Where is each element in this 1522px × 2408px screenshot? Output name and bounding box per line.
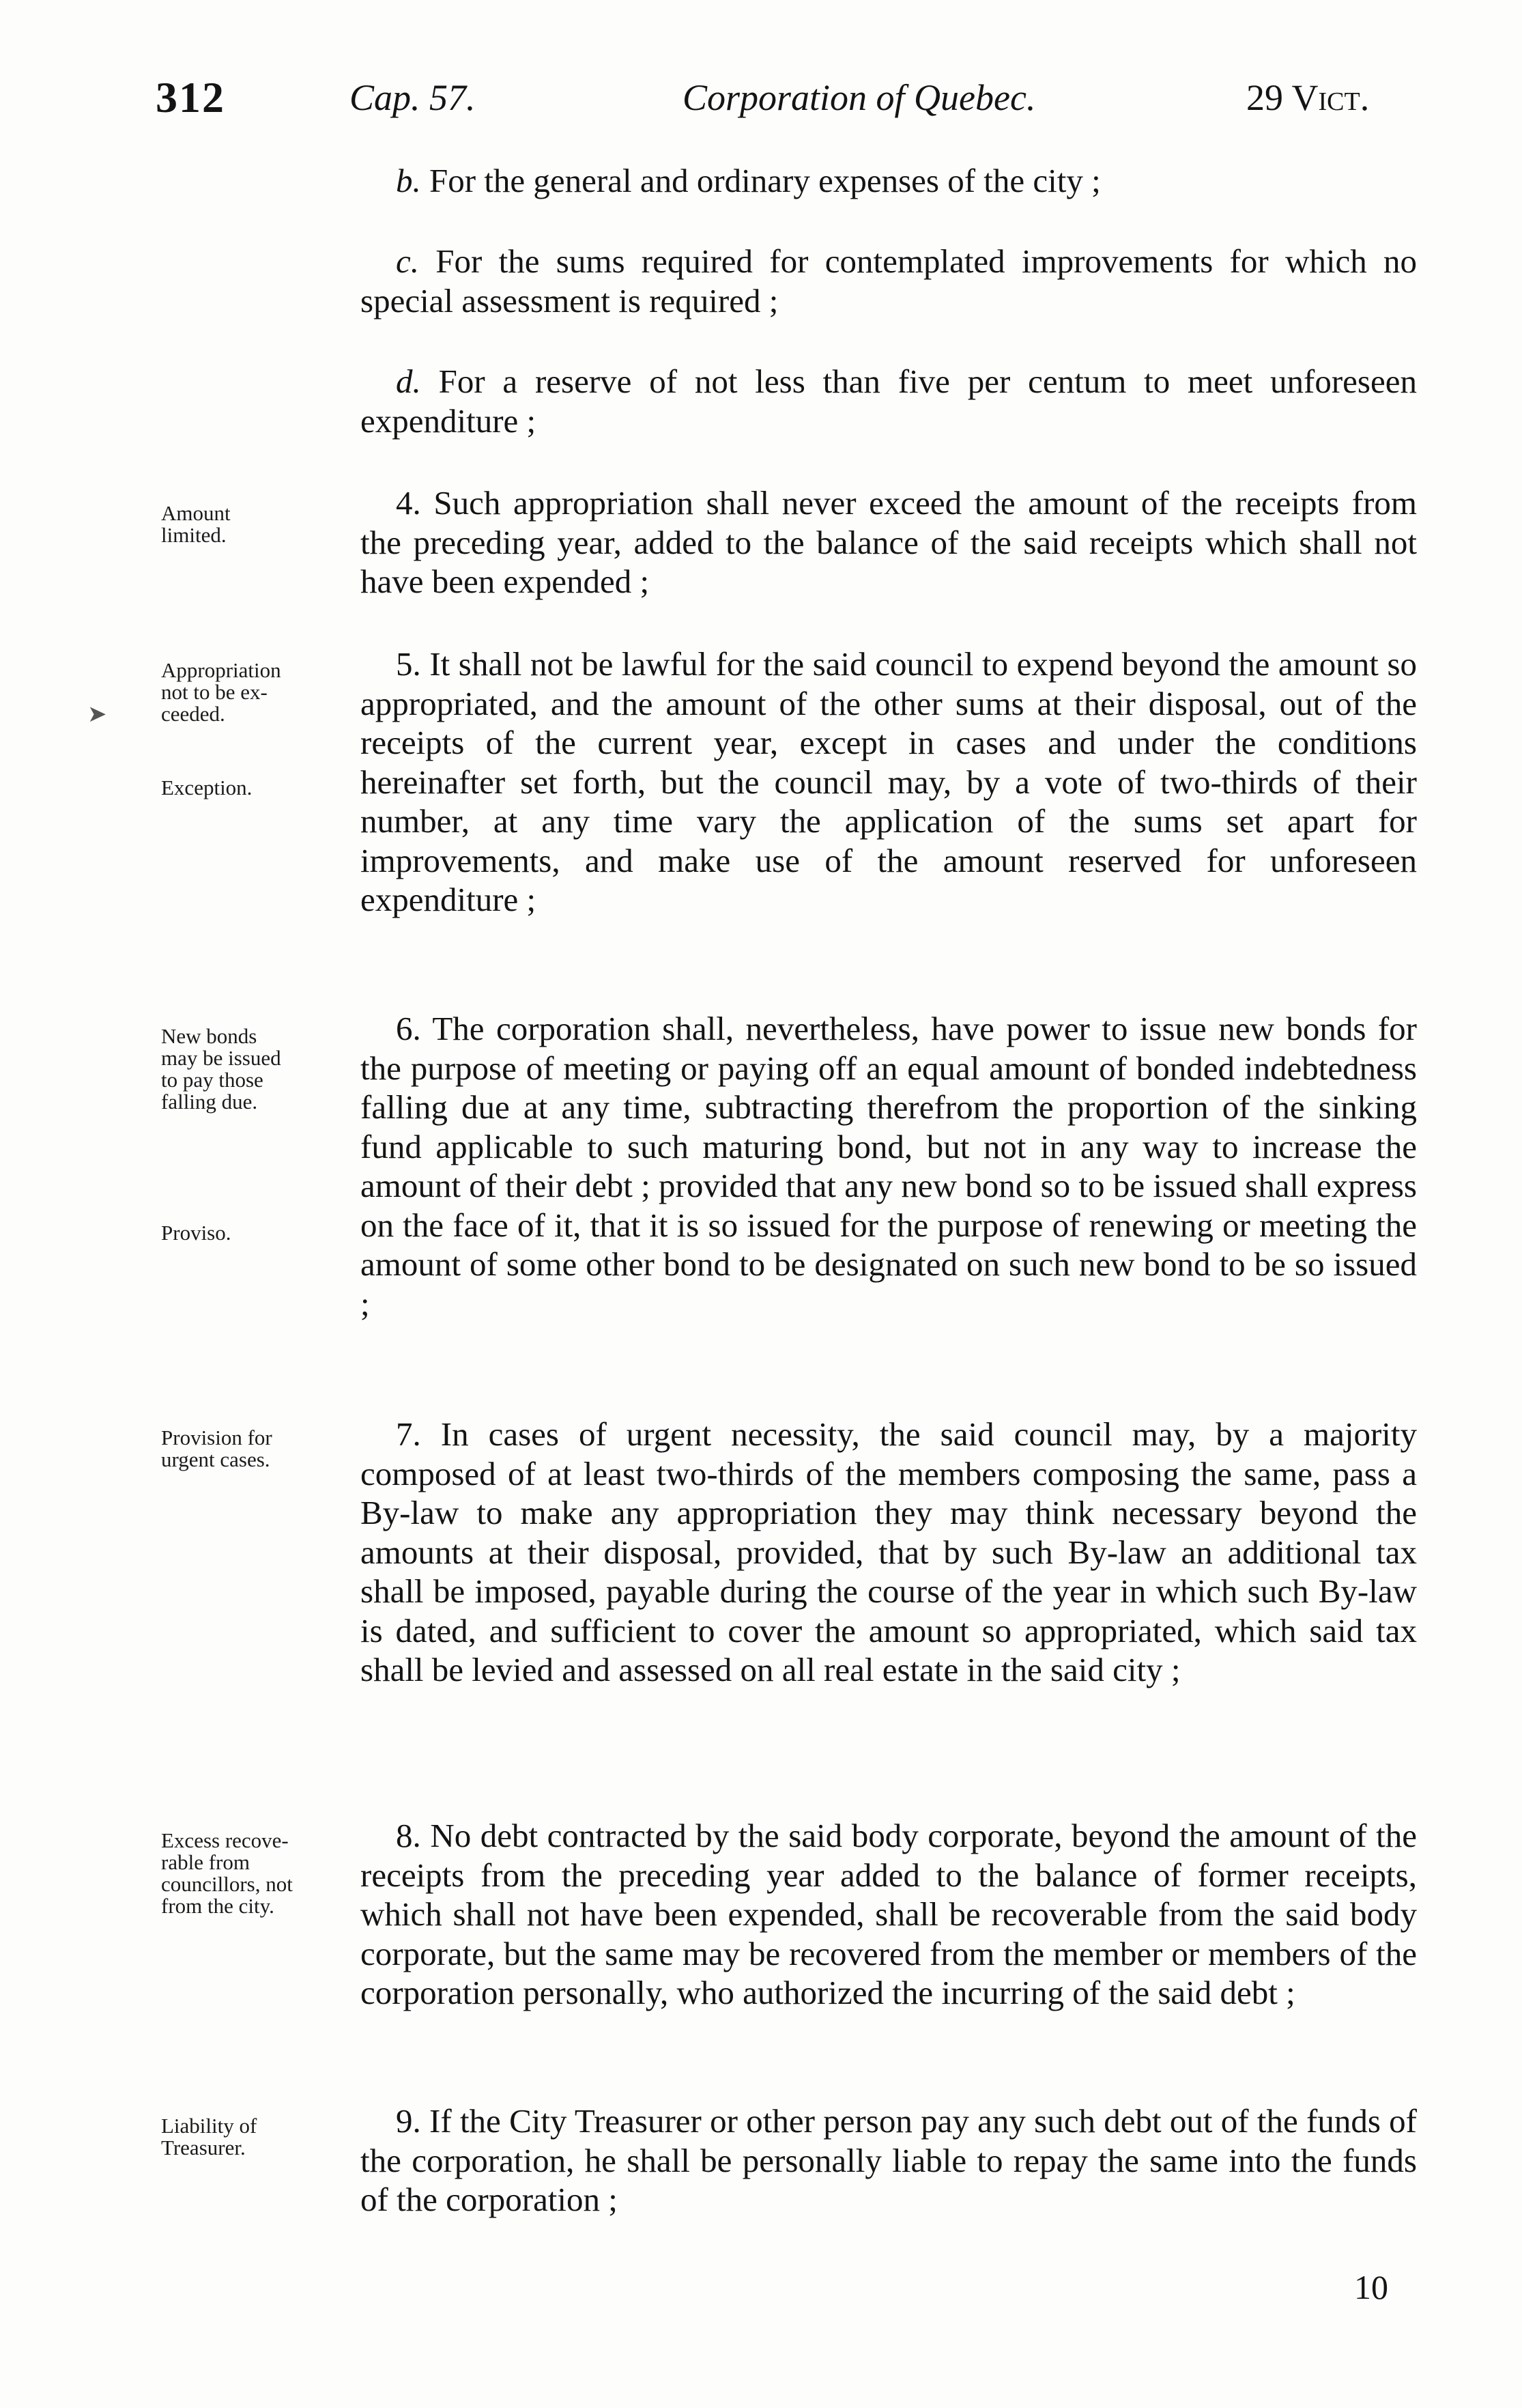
section-5: [360, 645, 1417, 920]
section-number: 6.: [396, 1010, 421, 1047]
paragraph-text: For the sums required for contemplated improvements for which no special assessment is required ;: [360, 242, 1418, 320]
margin-note-exception: [161, 777, 366, 799]
margin-note-line: from the city.: [161, 1894, 274, 1918]
margin-note-excess-recoverable: [161, 1830, 366, 1917]
print-mark: ➤: [87, 702, 107, 727]
paragraph-b: [360, 161, 1417, 201]
section-9: [360, 2101, 1417, 2220]
margin-note-line: not to be ex-: [161, 680, 268, 704]
paragraph-text: For the general and ordinary expenses of the city ;: [429, 162, 1101, 199]
signature-mark: 10: [1354, 2268, 1388, 2306]
paragraph-label: b.: [396, 162, 421, 199]
margin-note-urgent-cases: [161, 1427, 366, 1471]
running-title: Corporation of Quebec.: [683, 77, 1036, 118]
section-text: The corporation shall, nevertheless, have power to issue new bonds for the purpose of meeting or paying off an equal amount of bonded indebtedness falling due at any time, subtracting therefrom the proportion of the sinking fund applicable to such maturing bond, but not in any way to increase the amount of their debt ; provided that any new bond so to be issued shall express on the face of it, that it is so issued for the purpose of renewing or meeting the amount of some other bond to be designated on such new bond to be so issued ;: [360, 1010, 1417, 1322]
section-8: [360, 1816, 1417, 2013]
section-6: [360, 1009, 1417, 1323]
margin-note-appropriation: [161, 660, 366, 725]
margin-note-line: falling due.: [161, 1090, 258, 1114]
margin-note-line: Proviso.: [161, 1221, 231, 1245]
margin-note-line: Excess recove-: [161, 1828, 289, 1852]
margin-note-line: limited.: [161, 523, 227, 547]
margin-note-line: Amount: [161, 501, 231, 525]
paragraph-c: [360, 242, 1417, 320]
section-text: No debt contracted by the said body corporate, beyond the amount of the receipts from the preceding year added to the balance of former receipts, which shall not have been expended, shall be recoverable from the said body corporate, but the same may be recovered from the member or members of the corporation personally, who authorized the incurring of the said debt ;: [360, 1817, 1418, 2011]
section-number: 9.: [396, 2102, 421, 2140]
margin-note-line: Liability of: [161, 2114, 257, 2138]
section-text: In cases of urgent necessity, the said council may, by a majority composed of at least two-thirds of the members composing the same, pass a By-law to make any appropriation they may think necessary beyond the amounts at their disposal, provided, that by such By-law an additional tax shall be imposed, payable during the course of the year in which such By-law is dated, and sufficient to cover the amount so appropriated, which said tax shall be levied and assessed on all real estate in the said city ;: [360, 1415, 1418, 1688]
margin-note-line: to pay those: [161, 1068, 263, 1092]
paragraph-label: d.: [396, 363, 421, 400]
section-number: 5.: [396, 645, 421, 683]
regnal-year: 29 Vict.: [1246, 77, 1370, 118]
section-number: 7.: [396, 1415, 421, 1453]
margin-note-line: may be issued: [161, 1046, 281, 1070]
section-4: [360, 483, 1417, 601]
section-text: If the City Treasurer or other person pay any such debt out of the funds of the corporation, he shall be personally liable to repay the same into the funds of the corporation ;: [360, 2102, 1417, 2218]
margin-note-line: urgent cases.: [161, 1447, 270, 1471]
margin-note-new-bonds: [161, 1025, 366, 1113]
paragraph-text: For a reserve of not less than five per centum to meet unforeseen expenditure ;: [360, 363, 1418, 440]
margin-note-line: Treasurer.: [161, 2136, 246, 2159]
section-number: 8.: [396, 1817, 421, 1854]
margin-note-line: Appropriation: [161, 658, 281, 682]
margin-note-line: Provision for: [161, 1426, 272, 1449]
page-number: 312: [156, 73, 225, 122]
margin-note-line: Exception.: [161, 776, 253, 799]
section-7: [360, 1415, 1417, 1690]
paragraph-d: [360, 362, 1417, 440]
chapter-label: Cap. 57.: [349, 77, 476, 118]
paragraph-label: c.: [396, 242, 419, 280]
section-text: Such appropriation shall never exceed the amount of the receipts from the preceding year, added to the balance of the said receipts which shall not have been expended ;: [360, 484, 1418, 600]
running-header: [0, 74, 1522, 135]
margin-note-liability-treasurer: [161, 2115, 366, 2159]
margin-note-line: councillors, not: [161, 1872, 293, 1896]
margin-note-line: rable from: [161, 1850, 250, 1874]
margin-note-proviso: [161, 1222, 366, 1244]
section-text: It shall not be lawful for the said council to expend beyond the amount so appropriated, and the amount of the other sums at their disposal, out of the receipts of the current year, except in cases and under the conditions hereinafter set forth, but the council may, by a vote of two-thirds of their number, at any time vary the application of the sums set apart for improvements, and make use of the amount reserved for unforeseen expenditure ;: [360, 645, 1418, 918]
margin-note-line: New bonds: [161, 1024, 257, 1048]
section-number: 4.: [396, 484, 421, 522]
margin-note-amount-limited: [161, 502, 366, 546]
margin-note-line: ceeded.: [161, 702, 225, 726]
